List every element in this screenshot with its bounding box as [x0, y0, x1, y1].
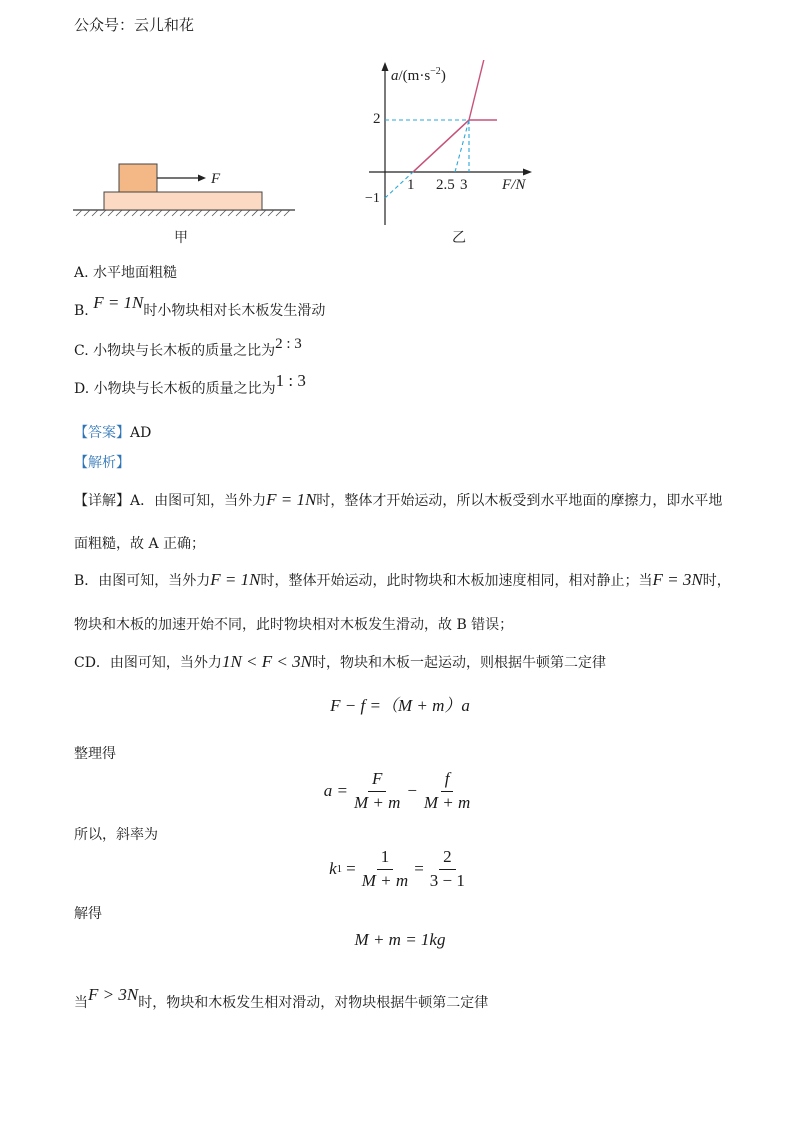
detail-p1-line1	[74, 490, 722, 510]
option-c-letter: C.	[74, 343, 89, 359]
eq2-num1: F	[368, 770, 386, 792]
option-a	[74, 262, 177, 282]
detail-last-line	[74, 985, 489, 1012]
equation-mass: M + m = 1kg	[354, 930, 446, 949]
force-arrow-head	[198, 175, 206, 182]
detail-p3-math: 1N < F < 3N	[221, 652, 312, 671]
series-block-segment-0	[413, 120, 469, 172]
y-axis-arrow	[382, 62, 389, 71]
equation-acceleration	[0, 770, 800, 812]
eq2-lhs: a =	[323, 781, 348, 801]
x-axis-arrow	[523, 169, 532, 176]
figure-yi	[355, 60, 545, 250]
page-header: 公众号：云儿和花	[74, 16, 195, 34]
eq3-den2: 3 − 1	[429, 870, 465, 890]
option-b-letter: B.	[74, 303, 89, 319]
eq2-fraction-1	[350, 770, 404, 812]
detail-p2-math1: F = 1N	[210, 570, 261, 589]
small-block	[119, 164, 157, 192]
eq2-den1: M + m	[353, 792, 401, 812]
analysis-tag: 【解析】	[74, 455, 130, 471]
x-tick-label-2-5: 2.5	[436, 177, 455, 193]
analysis-line	[74, 452, 130, 472]
detail-p2-line1	[74, 570, 731, 590]
eq3-fraction-2	[426, 848, 469, 890]
series-extension-block-segment-0	[455, 120, 469, 172]
option-a-text: 水平地面粗糙	[93, 265, 178, 281]
eq2-den2: M + m	[423, 792, 471, 812]
option-c-text: 小物块与长木板的质量之比为	[93, 343, 276, 359]
x-axis-label: F/N	[502, 177, 526, 193]
long-plank	[104, 192, 262, 210]
detail-last-text-b: 时，物块和木板发生相对滑动，对物块根据牛顿第二定律	[138, 995, 489, 1011]
detail-p2-text-a: B．由图可知，当外力	[74, 573, 211, 589]
answer-value: AD	[130, 425, 152, 441]
detail-p3-line1	[74, 652, 606, 672]
y-axis-label: $a/(m\cdot s^{-2})$	[391, 66, 446, 84]
eq3-lhs: k	[329, 859, 337, 879]
option-b-text: 时小物块相对长木板发生滑动	[143, 303, 326, 319]
eq2-fraction-2	[420, 770, 474, 812]
figure-jia-caption: 甲	[174, 230, 188, 246]
detail-p2-text-c: 时，	[702, 573, 731, 589]
detail-p2-line2: 物块和木板的加速开始不同，此时物块相对木板发生滑动，故 B 错误；	[74, 617, 514, 633]
x-tick-label-3: 3	[460, 177, 468, 193]
figure-yi-caption: 乙	[452, 230, 466, 246]
option-a-letter: A.	[74, 265, 89, 281]
eq2-minus: −	[406, 781, 418, 801]
detail-p2-math2: F = 3N	[652, 570, 703, 589]
detail-p1-line2: 面粗糙，故 A 正确；	[74, 536, 206, 552]
answer-tag: 【答案】	[74, 425, 130, 441]
detail-p1-text-b: 时，整体才开始运动，所以木板受到水平地面的摩擦力，即水平地	[316, 493, 723, 509]
eq3-sub: 1	[336, 863, 343, 876]
ground-hatching	[76, 210, 290, 216]
eq2-num2: f	[441, 770, 454, 792]
equation-newton: F − f =（M + m）a	[330, 696, 470, 715]
option-c	[74, 336, 302, 360]
eq3-num1: 1	[377, 848, 394, 870]
option-c-math: 2 : 3	[275, 336, 302, 352]
detail-p3-text-b: 时，物块和木板一起运动，则根据牛顿第二定律	[311, 655, 606, 671]
figure-jia	[70, 158, 305, 248]
option-d-math: 1 : 3	[275, 371, 306, 390]
detail-last-text-a: 当	[74, 995, 88, 1011]
eq3-fraction-1	[358, 848, 412, 890]
detail-p3-text-a: CD．由图可知，当外力	[74, 655, 222, 671]
detail-p2-text-b: 时，整体开始运动，此时物块和木板加速度相同，相对静止；当	[260, 573, 653, 589]
detail-last-math: F > 3N	[88, 985, 139, 1004]
series-block-segment-1	[469, 60, 491, 120]
detail-p1-math: F = 1N	[266, 490, 317, 509]
eq3-den1: M + m	[361, 870, 409, 890]
eq3-equals-2: =	[414, 859, 424, 879]
answer-line	[74, 422, 151, 442]
detail-p1-text-a: A．由图可知，当外力	[130, 493, 267, 509]
option-b	[74, 293, 326, 320]
eq3-num2: 2	[439, 848, 456, 870]
equation-slope	[0, 848, 800, 890]
suoyi-label: 所以，斜率为	[74, 827, 158, 843]
jiede-label: 解得	[74, 906, 102, 922]
option-d-text: 小物块与长木板的质量之比为	[93, 381, 276, 397]
x-tick-label-1: 1	[407, 177, 415, 193]
detail-tag: 【详解】	[74, 493, 130, 509]
eq3-equals-1: =	[346, 859, 356, 879]
option-b-math: F = 1N	[93, 293, 144, 312]
zhengli-label: 整理得	[74, 746, 116, 762]
y-tick-label-neg1: −1	[365, 191, 380, 206]
option-d-letter: D.	[74, 381, 90, 397]
y-tick-label-2: 2	[373, 111, 381, 127]
option-d	[74, 371, 306, 398]
force-label: F	[211, 171, 221, 187]
